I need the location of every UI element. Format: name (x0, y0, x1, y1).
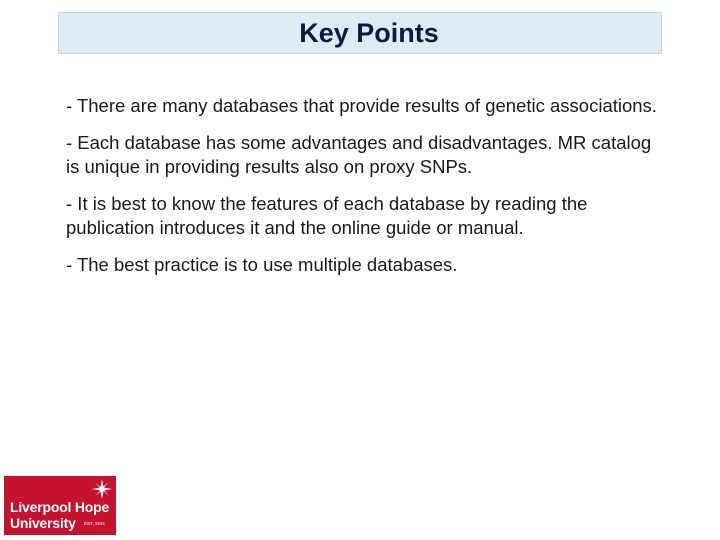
bullet-item-4: - The best practice is to use multiple databases. (66, 254, 458, 275)
bullet-item-3: - It is best to know the features of each database by reading the publication introduces it and the online guide or manual. (66, 193, 588, 238)
university-logo (4, 476, 116, 535)
bullet-list (66, 94, 666, 290)
slide-title: Key Points (299, 17, 439, 48)
logo-text-line1: Liverpool Hope (10, 499, 110, 515)
logo-est-text: EST. 1844 (84, 521, 105, 526)
logo-text-line2: University (10, 515, 76, 531)
star-icon (92, 479, 112, 499)
bullet-item-1: - There are many databases that provide results of genetic associations. (66, 95, 657, 116)
title-banner (58, 12, 662, 54)
bullet-item-2: - Each database has some advantages and disadvantages. MR catalog is unique in providing results also on proxy SNPs. (66, 132, 652, 177)
